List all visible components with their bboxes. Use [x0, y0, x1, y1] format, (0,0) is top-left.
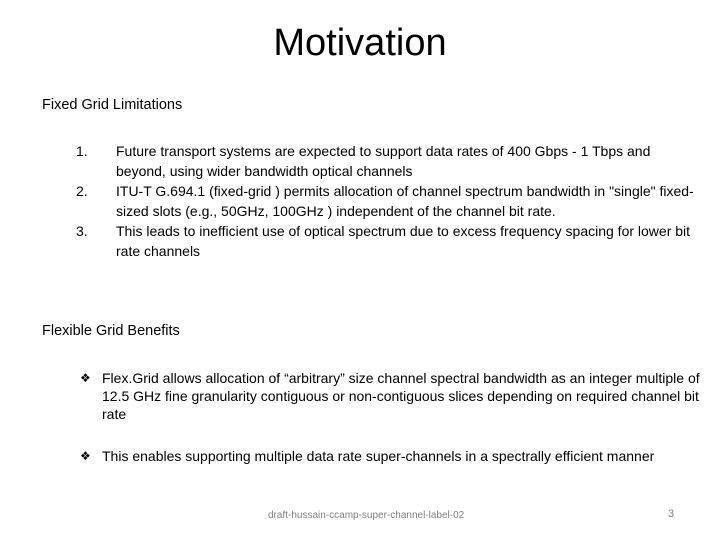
- list-item-text: ITU-T G.694.1 (fixed-grid ) permits allocation of channel spectrum bandwidth in "single" fixed- sized slots (e.g., 50GHz, 100GHz ) independent of the channel bit rate.: [116, 183, 694, 219]
- section-heading-flexible-grid: Flexible Grid Benefits: [42, 323, 180, 339]
- list-item: [42, 181, 702, 221]
- bullet-list: [80, 369, 710, 489]
- footer-draft-name: draft-hussain-ccamp-super-channel-label-02: [268, 510, 465, 521]
- list-item-number: 1.: [76, 143, 88, 159]
- diamond-bullet-icon: ❖: [80, 449, 91, 463]
- slide-title: Motivation: [273, 22, 447, 64]
- bullet-text: Flex.Grid allows allocation of “arbitrary” size channel spectral bandwidth as an integer multiple of 12.5 GHz fine granularity contiguous or non-contiguous slices depending on required channel bit rate: [102, 370, 700, 422]
- numbered-list: [42, 141, 702, 261]
- section-heading-fixed-grid: Fixed Grid Limitations: [42, 97, 183, 113]
- list-item-text: This leads to inefficient use of optical spectrum due to excess frequency spacing for lower bit rate channels: [116, 223, 691, 259]
- list-item-number: 2.: [76, 183, 88, 199]
- page-number: 3: [668, 508, 675, 520]
- bullet-item: [80, 447, 710, 465]
- bullet-item: [80, 369, 710, 423]
- list-item-number: 3.: [76, 223, 88, 239]
- diamond-bullet-icon: ❖: [80, 371, 91, 385]
- list-item: [42, 221, 702, 261]
- bullet-text: This enables supporting multiple data rate super-channels in a spectrally efficient manner: [102, 448, 655, 464]
- list-item-text: Future transport systems are expected to support data rates of 400 Gbps - 1 Tbps and beyond, using wider bandwidth optical channels: [116, 143, 651, 179]
- list-item: [42, 141, 702, 181]
